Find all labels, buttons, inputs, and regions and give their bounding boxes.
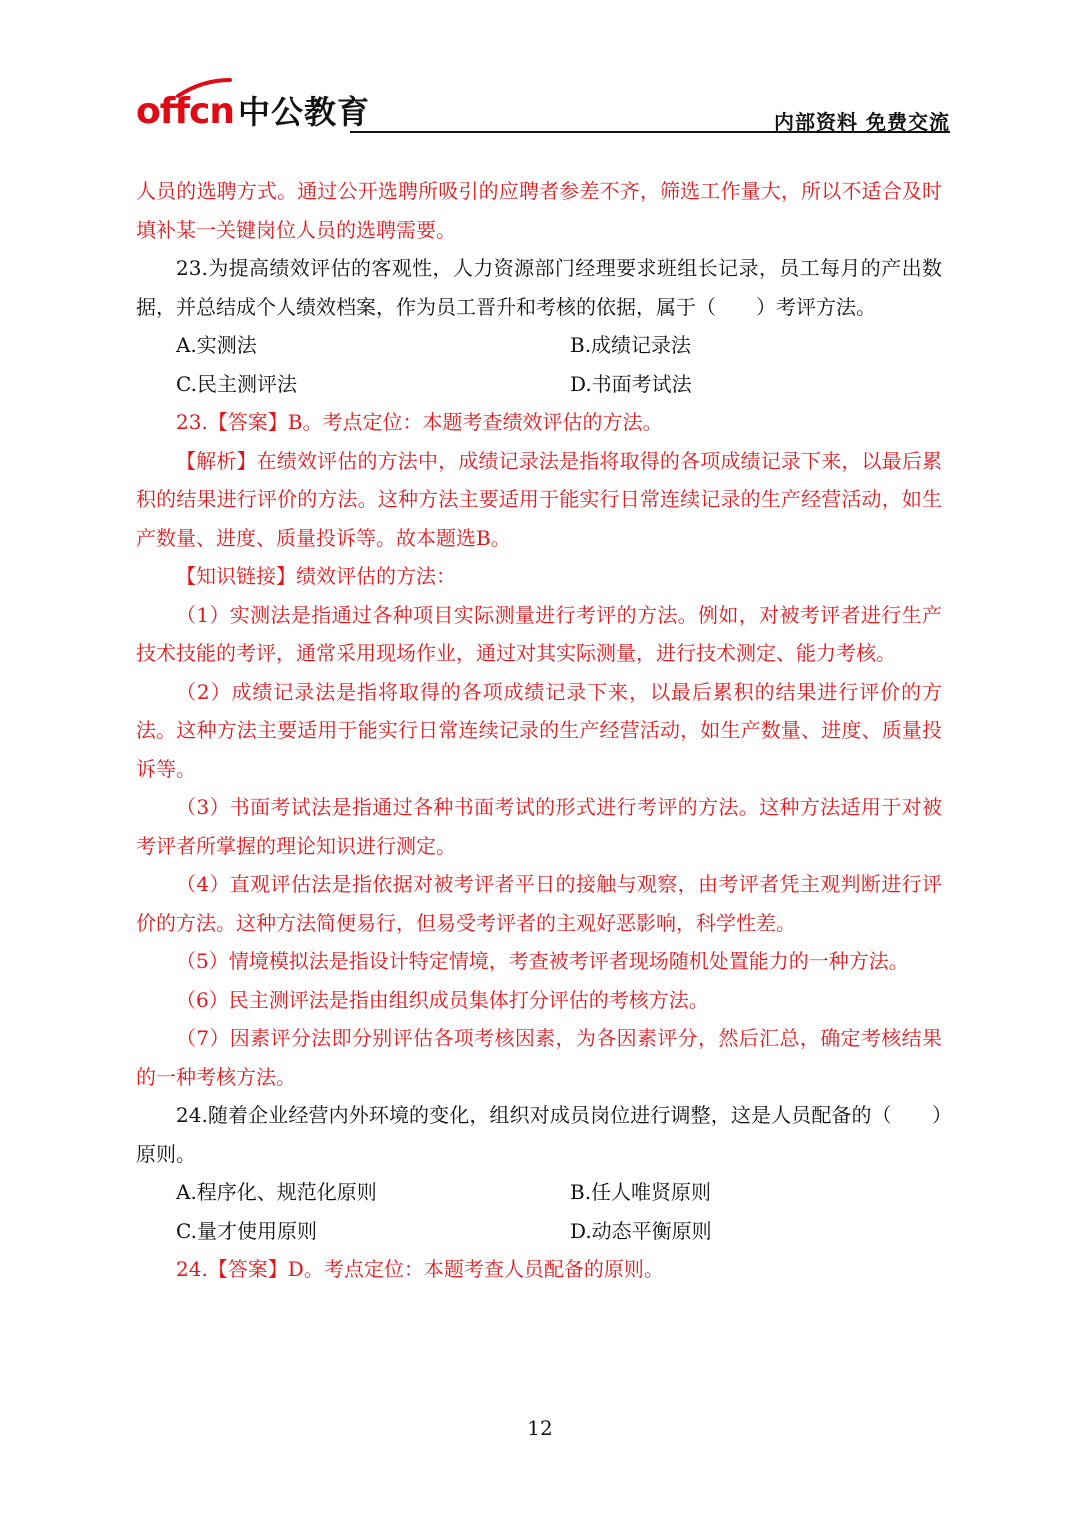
question-24: 24.随着企业经营内外环境的变化，组织对成员岗位进行调整，这是人员配备的（ ）原则。 xyxy=(136,1103,942,1166)
logo-swoosh-icon xyxy=(176,78,232,98)
option-a: A.实测法 xyxy=(176,333,257,357)
method-item: （2）成绩记录法是指将取得的各项成绩记录下来，以最后累积的结果进行评价的方法。这种方法主要适用于能实行日常连续记录的生产经营活动，如生产数量、进度、质量投诉等。 xyxy=(136,679,942,781)
question-23-options-row-2 xyxy=(136,365,942,404)
option-a: A.程序化、规范化原则 xyxy=(176,1180,377,1204)
question-24-options-row-2 xyxy=(136,1212,942,1251)
header-tagline: 内部资料 免费交流 xyxy=(774,110,950,134)
option-c: C.量才使用原则 xyxy=(176,1218,317,1243)
answer-24: 24.【答案】D。考点定位：本题考查人员配备的原则。 xyxy=(176,1257,664,1281)
page-number: 12 xyxy=(527,1416,553,1440)
option-b: B.任人唯贤原则 xyxy=(570,1180,712,1204)
question-23: 23.为提高绩效评估的客观性，人力资源部门经理要求班组长记录，员工每月的产出数据，并总结成个人绩效档案，作为员工晋升和考核的依据，属于（ ）考评方法。 xyxy=(136,256,942,319)
page-header xyxy=(136,86,950,134)
method-item: （7）因素评分法即分别评估各项考核因素，为各因素评分，然后汇总，确定考核结果的一种考核方法。 xyxy=(136,1026,942,1089)
method-item: （6）民主测评法是指由组织成员集体打分评估的考核方法。 xyxy=(176,987,709,1012)
method-item: （4）直观评估法是指依据对被考评者平日的接触与观察，由考评者凭主观判断进行评价的方法。这种方法简便易行，但易受考评者的主观好恶影响，科学性差。 xyxy=(136,872,942,935)
question-23-options-row-1 xyxy=(136,326,942,365)
knowledge-link-title: 【知识链接】绩效评估的方法： xyxy=(176,564,456,588)
continued-paragraph: 人员的选聘方式。通过公开选聘所吸引的应聘者参差不齐，筛选工作量大，所以不适合及时填补某一关键岗位人员的选聘需要。 xyxy=(136,179,942,242)
option-d: D.动态平衡原则 xyxy=(570,1218,712,1243)
page-content xyxy=(136,172,942,1289)
logo-chinese-text: 中公教育 xyxy=(238,93,371,131)
offcn-logo xyxy=(136,86,370,132)
option-d: D.书面考试法 xyxy=(570,371,692,396)
method-item: （1）实测法是指通过各种项目实际测量进行考评的方法。例如，对被考评者进行生产技术技能的考评，通常采用现场作业，通过对其实际测量，进行技术测定、能力考核。 xyxy=(136,602,942,665)
option-b: B.成绩记录法 xyxy=(570,333,692,357)
logo-latin-text: offcn xyxy=(136,91,235,132)
analysis-23: 【解析】在绩效评估的方法中，成绩记录法是指将取得的各项成绩记录下来，以最后累积的结果进行评价的方法。这种方法主要适用于能实行日常连续记录的生产经营活动，如生产数量、进度、质量投诉等。故本题选B。 xyxy=(136,448,942,550)
answer-23: 23.【答案】B。考点定位：本题考查绩效评估的方法。 xyxy=(176,410,663,434)
question-24-options-row-1 xyxy=(136,1173,942,1212)
method-item: （3）书面考试法是指通过各种书面考试的形式进行考评的方法。这种方法适用于对被考评者所掌握的理论知识进行测定。 xyxy=(136,795,942,858)
option-c: C.民主测评法 xyxy=(176,371,297,396)
method-item: （5）情境模拟法是指设计特定情境，考查被考评者现场随机处置能力的一种方法。 xyxy=(176,949,909,973)
